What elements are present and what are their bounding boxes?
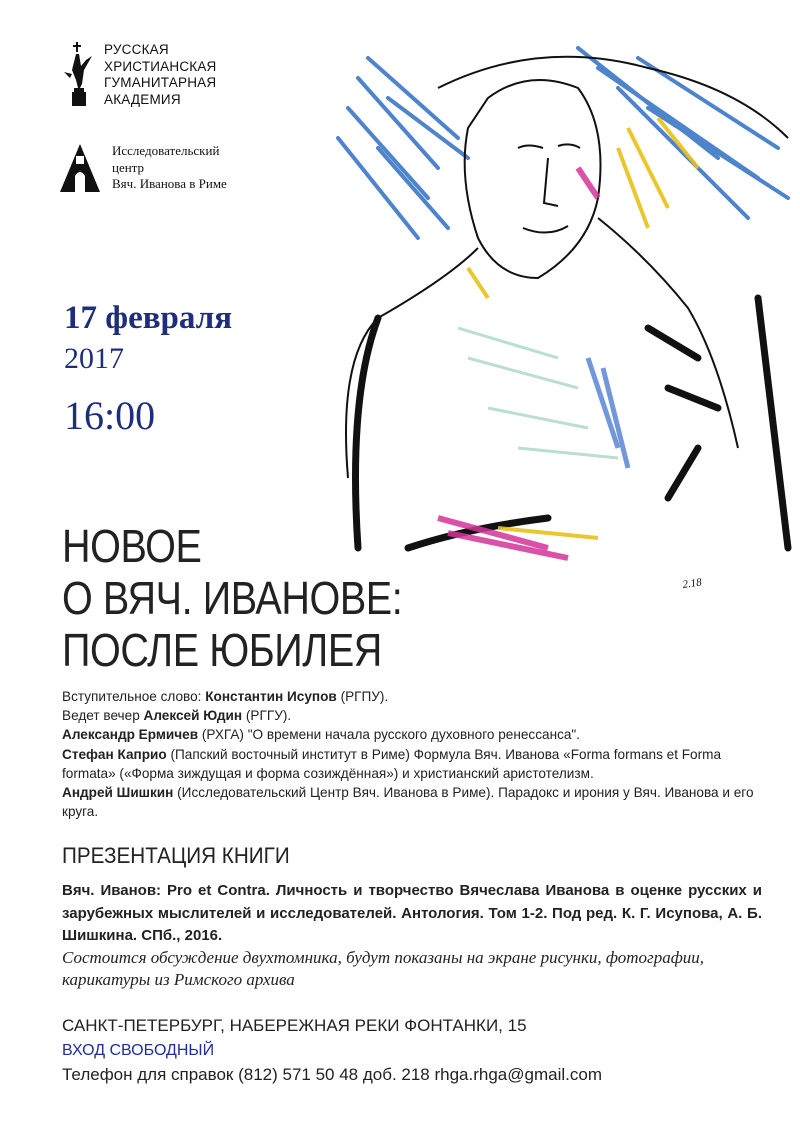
speaker-name: Алексей Юдин	[143, 708, 243, 724]
research-center-logo	[58, 140, 278, 200]
academy-name-line: АКАДЕМИЯ	[104, 91, 181, 107]
speaker-name: Стефан Каприо	[62, 746, 167, 762]
academy-logo	[58, 40, 258, 110]
presentation-note: Состоится обсуждение двухтомника, будут показаны на экране рисунки, фотографии, карикатуры из Римского архива	[62, 948, 705, 989]
event-title	[62, 520, 458, 676]
academy-name-line: ГУМАНИТАРНАЯ	[104, 75, 217, 90]
speaker-name: Константин Исупов	[205, 689, 337, 704]
arch-triangle-icon	[58, 142, 102, 194]
contact-phone-email: Телефон для справок (812) 571 50 48 доб. 218 rhga.rhga@gmail.com	[62, 1065, 602, 1084]
speaker-name: Андрей Шишкин	[62, 785, 174, 801]
speaker-talk: Александр Ермичев (РХГА) "О времени начала русского духовного ренессанса".	[62, 727, 581, 743]
academy-name-line: РУССКАЯ	[104, 42, 169, 57]
center-name-line: Вяч. Иванова в Риме	[112, 176, 227, 191]
event-date-day: 17 февраля	[64, 300, 233, 336]
free-entry-label: ВХОД СВОБОДНЫЙ	[62, 1042, 215, 1059]
title-line: О ВЯЧ. ИВАНОВЕ:	[62, 572, 403, 624]
center-name-line: Исследовательский	[112, 143, 220, 158]
speaker-talk: Андрей Шишкин (Исследовательский Центр Вяч. Иванова в Риме). Парадокс и ирония у Вяч. Иванова и его круга.	[62, 785, 754, 820]
speaker-talk: Стефан Каприо (Папский восточный институт в Риме) Формула Вяч. Иванова «Forma formans et Forma formata» («Форма зиждущая и форма созиждённая») и христианский аристотелизм.	[62, 746, 722, 781]
venue-address: САНКТ-ПЕТЕРБУРГ, НАБЕРЕЖНАЯ РЕКИ ФОНТАНКИ, 15	[62, 1016, 527, 1035]
presentation-heading: ПРЕЗЕНТАЦИЯ КНИГИ	[62, 843, 290, 868]
title-line: НОВОЕ	[62, 520, 202, 572]
title-line: ПОСЛЕ ЮБИЛЕЯ	[62, 624, 382, 676]
speaker-name: Александр Ермичев	[62, 727, 199, 743]
event-date-year: 2017	[64, 342, 124, 375]
book-description: Вяч. Иванов: Pro et Contra. Личность и творчество Вячеслава Иванова в оценке русских и зарубежных мыслителей и исследователей. Антология. Том 1-2. Под ред. К. Г. Исупова, А. Б. Шишкина. СПб., 2016.	[62, 882, 762, 944]
svg-text:2.18: 2.18	[681, 576, 703, 591]
speakers-list	[62, 687, 762, 821]
speaker-intro: Вступительное слово: Константин Исупов (РГПУ).	[62, 689, 389, 704]
academy-name-line: ХРИСТИАНСКАЯ	[104, 58, 217, 74]
speaker-host: Ведет вечер Алексей Юдин (РГГУ).	[62, 708, 292, 724]
angel-statue-icon	[58, 40, 98, 108]
center-name-line: центр	[112, 159, 145, 175]
event-time: 16:00	[64, 393, 156, 438]
